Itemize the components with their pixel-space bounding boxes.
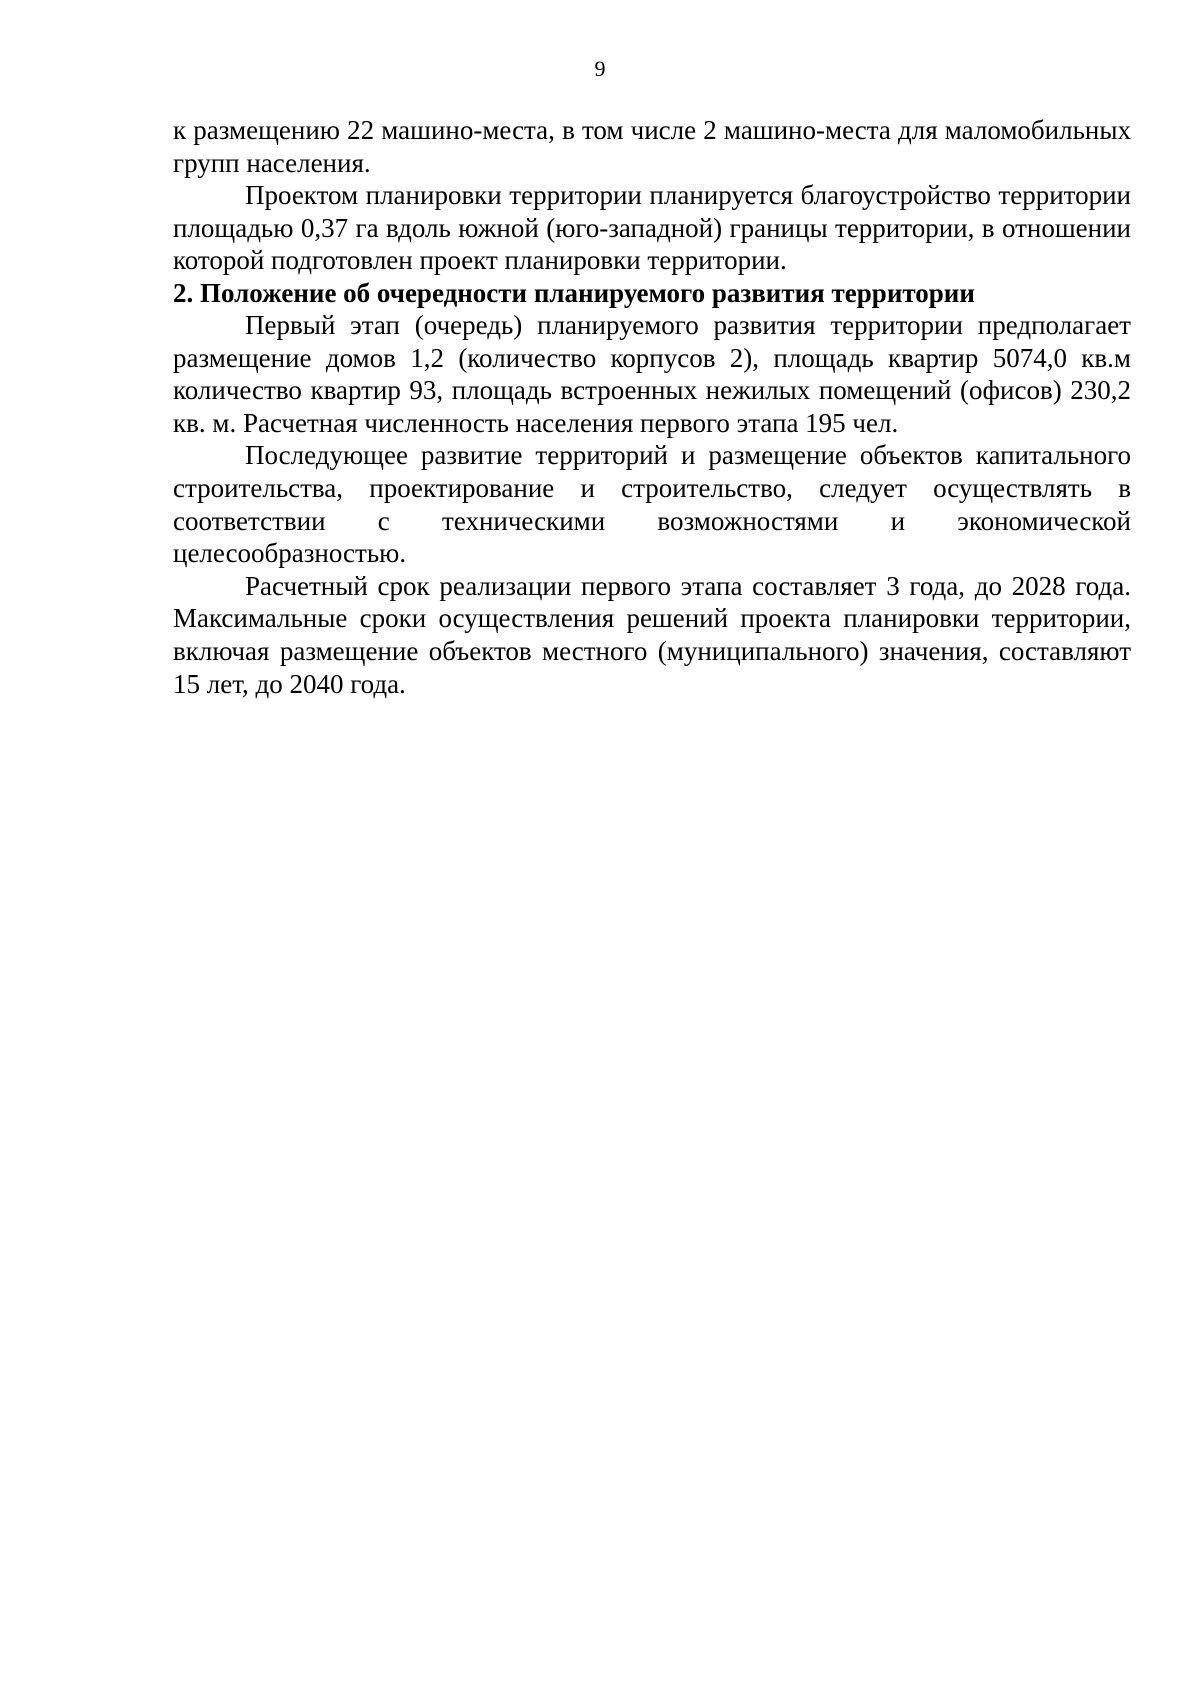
paragraph-first-stage: Первый этап (очередь) планируемого развития территории предполагает размещение домов 1,2 (количество корпусов 2), площадь квартир 5074,0 кв.м количество квартир 93, площадь встроенных нежилых помещений (офисов) 230,2 кв. м. Расчетная численность населения первого этапа 195 чел. xyxy=(173,309,1131,438)
page-number: 9 xyxy=(594,56,606,81)
paragraph-deadlines: Расчетный срок реализации первого этапа составляет 3 года, до 2028 года. Максимальные сроки осуществления решений проекта планировки территории, включая размещение объектов местного (муниципального) значения, составляют 15 лет, до 2040 года. xyxy=(173,570,1131,699)
document-body xyxy=(173,114,1131,700)
section-heading: 2. Положение об очередности планируемого развития территории xyxy=(173,277,975,308)
paragraph-parking: к размещению 22 машино-места, в том числе 2 машино-места для маломобильных групп населения. xyxy=(173,115,1131,178)
paragraph-further-development: Последующее развитие территорий и размещение объектов капитального строительства, проектирование и строительство, следует осуществлять в соответствии с техническими возможностями и экономической целесообразностью. xyxy=(173,440,1131,569)
paragraph-landscaping: Проектом планировки территории планируется благоустройство территории площадью 0,37 га вдоль южной (юго-западной) границы территории, в отношении которой подготовлен проект планировки территории. xyxy=(173,180,1131,276)
